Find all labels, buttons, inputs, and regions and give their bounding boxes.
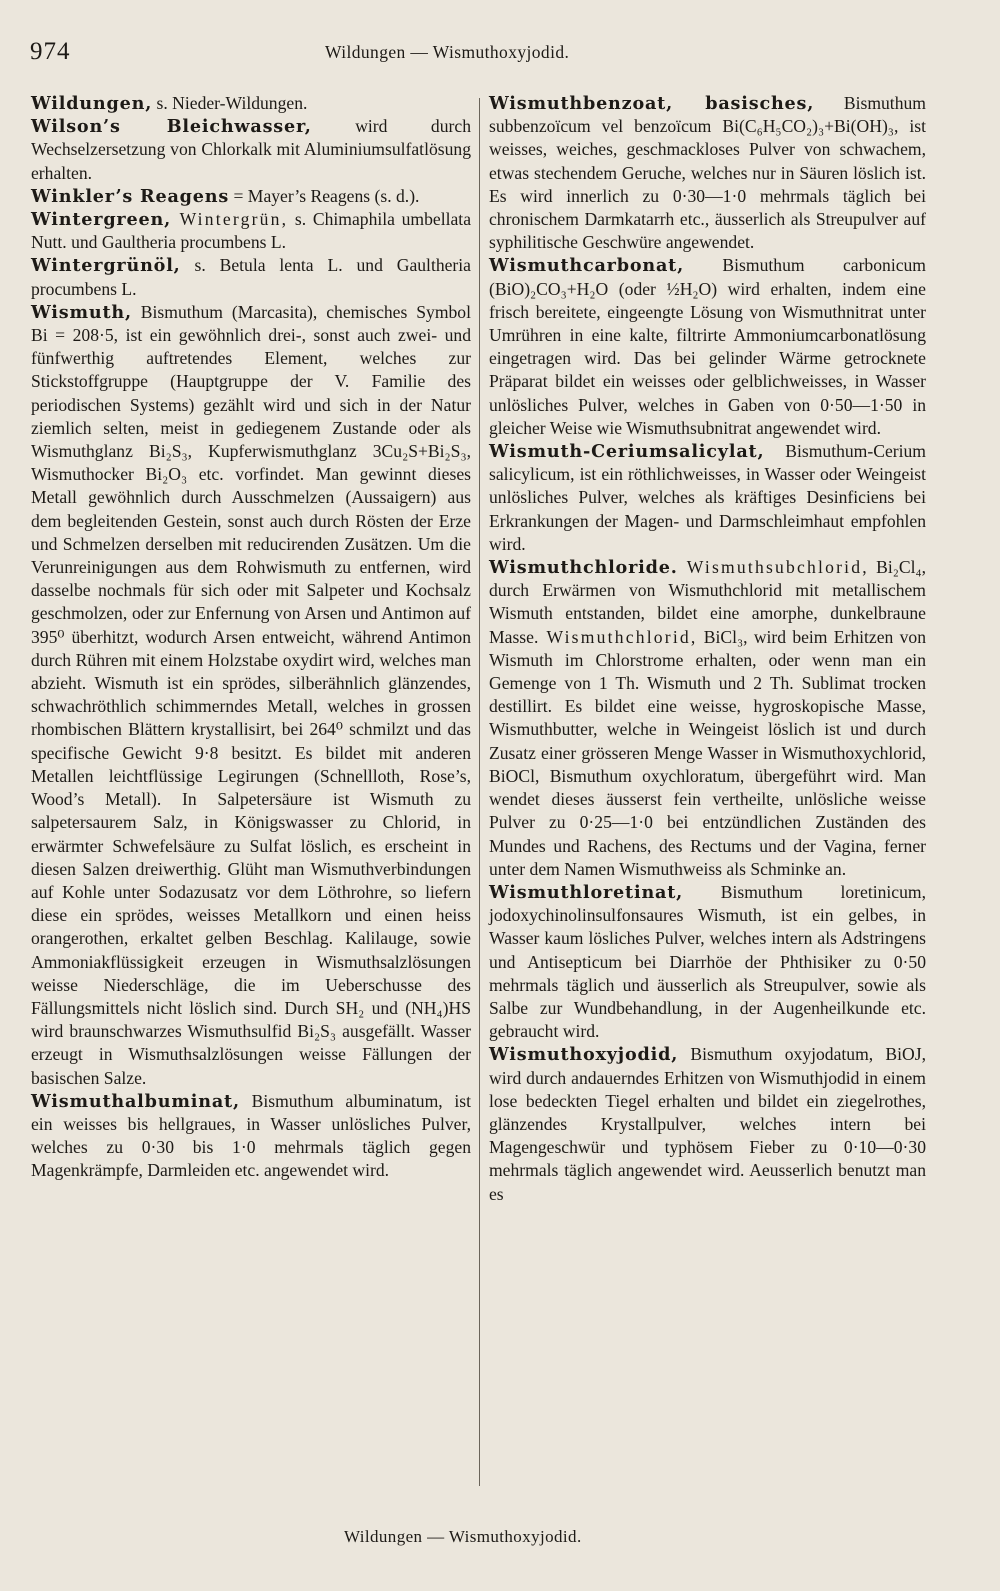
column-divider xyxy=(479,98,480,1486)
entry-text: wird durch Wechselzersetzung von Chlorkalk mit Aluminiumsulfatlösung erhalten. xyxy=(31,116,471,183)
entry-headword: Wintergreen, xyxy=(31,209,171,231)
right-column xyxy=(489,92,926,1206)
left-column xyxy=(31,92,471,1183)
entry-text: Bismuthum carbonicum (BiO)₂CO₃+H₂O (oder ½H₂O) wird erhalten, indem eine frisch bereitete, eingeengte Lösung von Wismuthnitrat unter Umrühren in eine kalte, filtrirte Ammoniumcarbonatlösung eingetragen wird. Das bei gelinder Wärme getrocknete Präparat bildet ein weisses oder gelblichweisses, in Wasser unlösliches Pulver, welches in Gaben von 0·50—1·50 in gleicher Weise wie Wismuthsubnitrat angewendet wird. xyxy=(489,255,926,438)
entry-headword: Wismuthoxyjodid, xyxy=(489,1044,679,1066)
entry-wismuthchloride xyxy=(489,556,926,881)
entry-headword: Wismuthalbuminat, xyxy=(31,1090,240,1112)
entry-text: = Mayer’s Reagens (s. d.). xyxy=(229,185,420,206)
entry-winklers-reagens xyxy=(31,185,471,208)
entry-text: s. Nieder-Wildungen. xyxy=(152,93,308,113)
entry-text: BiCl₃, wird beim Erhitzen von Wismuth im Chlorstrome erhalten, oder wenn man ein Gemenge von 1 Th. Wismuth und 2 Th. Sublimat trocken destillirt. Es bildet eine weisse, hygroskopische Masse, Wismuthbutter, welche in Weingeist löslich ist und durch Zusatz einer grösseren Menge Wasser in Wismuthoxychlorid, BiOCl, Bismuthum oxychloratum, übergeführt wird. Man wendet dieses äusserst fein vertheilte, unlösliche weisse Pulver zu 0·25—1·0 bei entzündlichen Zuständen des Mundes und Rachens, des Rectums und der Vagina, ferner unter dem Namen Wismuthweiss als Schminke an. xyxy=(489,626,926,879)
entry-wismuthloretinat xyxy=(489,881,926,1043)
entry-headword: Wismuthloretinat, xyxy=(489,881,684,903)
entry-headword: Wismuth, xyxy=(31,301,132,323)
entry-headword: Winkler’s Reagens xyxy=(31,185,230,207)
entry-headword: Wintergrünöl, xyxy=(31,255,181,277)
entry-wismuthbenzoat xyxy=(489,92,926,254)
entry-text: Bi₂Cl₄, durch Erwärmen von Wismuthchlorid mit metallischem Wismuth entstanden, bildet eine amorphe, dunkelbraune Masse. xyxy=(489,557,926,647)
entry-text: Bismuthum (Marcasita), chemisches Symbol Bi = 208·5, ist ein gewöhnlich drei-, sonst auch zwei- und fünfwerthig auftretendes Element, welches zur Stickstoffgruppe (Hauptgruppe der V. Familie des periodischen Systems) gezählt wird und sich in der Natur ziemlich selten, meist in gediegenem Zustande oder als Wismuthglanz Bi₂S₃, Kupferwismuthglanz 3Cu₂S+Bi₂S₃, Wismuthocker Bi₂O₃ etc. vorfindet. Man gewinnt dieses Metall gewöhnlich durch Ausschmelzen (Aussaigern) aus dem begleitenden Gestein, sonst auch durch Rösten der Erze und Schmelzen derselben mit reducirenden Zusätzen. Um die Verunreinigungen aus dem Rohwismuth zu entfernen, wird dasselbe nochmals für sich oder mit Salpeter und Kochsalz geschmolzen, oder zur Enfernung von Arsen und Antimon auf 395⁰ überhitzt, wodurch Arsen entweicht, während Antimon durch Rühren mit einem Holzstabe oxydirt wird, welches man abzieht. Wismuth ist ein sprödes, silberähnlich glänzendes, schwachröthlich schimmerndes Metall, welches in grossen rhombischen Blättern krystallisirt, bei 264⁰ schmilzt und das specifische Gewicht 9·8 besitzt. Es bildet mit anderen Metallen leichtflüssige Legirungen (Schnellloth, Rose’s, Wood’s Metall). In Salpetersäure ist Wismuth zu salpetersaurem Salz, in Königswasser zu Chlorid, in erwärmter Schwefelsäure zu Sulfat löslich, es erscheint in diesen Salzen dreiwerthig. Glüht man Wismuthverbindungen auf Kohle unter Sodazusatz vor dem Löthrohre, so liefern diese ein sprödes, weisses Metallkorn und einen heiss orangerothen, erkaltet gelben Beschlag. Kalilauge, sowie Ammoniakflüssigkeit erzeugen in Wismuthsalzlösungen weisse Niederschläge, die im Ueberschusse des Fällungsmittels nicht löslich sind. Durch SH₂ und (NH₄)HS wird braunschwarzes Wismuthsulfid Bi₂S₃ ausgefällt. Wasser erzeugt in Wismuthsalzlösungen weisse Fällungen der basischen Salze. xyxy=(31,301,471,1088)
entry-headword: Wilson’s Bleichwasser, xyxy=(31,116,312,138)
entry-text: Bismuthum albuminatum, ist ein weisses bis hellgraues, in Wasser unlösliches Pulver, welches zu 0·30 bis 1·0 mehrmals täglich gegen Magenkrämpfe, Darmleiden etc. angewendet wird. xyxy=(31,1090,471,1181)
entry-spaced-term: Wismuthsubchlorid, xyxy=(677,557,869,578)
entry-headword: Wismuthcarbonat, xyxy=(489,255,685,277)
entry-text: Bismuthum loretinicum, jodoxychinolinsulfonsaures Wismuth, ist ein gelbes, in Wasser kaum lösliches Pulver, welches intern als Adstringens und Antisepticum bei Diarrhöe der Phthisiker zu 0·50 mehrmals täglich und äusserlich als Streupulver, sowie als Salbe zur Wundbehandlung, in der Augenheilkunde etc. gebraucht wird. xyxy=(489,881,926,1042)
page-footer: Wildungen — Wismuthoxyjodid. xyxy=(344,1527,582,1546)
running-head: Wildungen — Wismuthoxyjodid. xyxy=(325,42,570,62)
entry-headword: Wildungen, xyxy=(31,93,153,114)
entry-wilsons-bleichwasser xyxy=(31,115,471,185)
entry-wildungen xyxy=(31,92,471,115)
page-number: 974 xyxy=(30,38,71,65)
entry-text: s. Betula lenta L. und Gaultheria procumbens L. xyxy=(31,255,471,299)
entry-wintergreen xyxy=(31,208,471,254)
entry-headword: Wismuth-Ceriumsalicylat, xyxy=(489,441,765,463)
entry-wintergruenoel xyxy=(31,254,471,300)
entry-text: Bismuthum oxyjodatum, BiOJ, wird durch andauerndes Erhitzen von Wismuthjodid in einem lose bedeckten Tiegel erhalten und bildet ein ziegelrothes, glänzendes Krystallpulver, welches intern bei Magengeschwür und typhösem Fieber zu 0·10—0·30 mehrmals täglich angewendet wird. Aeusserlich benutzt man es xyxy=(489,1044,926,1204)
entry-text: s. Chimaphila umbellata Nutt. und Gaultheria procumbens L. xyxy=(31,209,472,253)
entry-spaced-term: Wismuthchlorid, xyxy=(538,626,698,647)
entry-wismuthoxyjodid xyxy=(489,1043,926,1205)
entry-text: Bismuthum subbenzoïcum vel benzoïcum Bi(C₆H₅CO₂)₃+Bi(OH)₃, ist weisses, weiches, geschmackloses Pulver von schwachem, etwas stechendem Geruche, welches nur in Säuren löslich ist. Es wird innerlich zu 0·30—1·0 mehrmals täglich bei chronischem Darmkatarrh etc., äusserlich als Streupulver auf syphilitische Geschwüre angewendet. xyxy=(489,93,926,253)
entry-wismuth-ceriumsalicylat xyxy=(489,440,926,556)
entry-spaced-term: Wintergrün, xyxy=(171,209,289,230)
page-header xyxy=(30,38,962,72)
entry-headword: Wismuthbenzoat, basisches, xyxy=(489,93,815,114)
entry-wismuth xyxy=(31,301,471,1090)
entry-text: Bismuthum-Cerium salicylicum, ist ein röthlichweisses, in Wasser oder Weingeist unlösliches Pulver, welches als kräftiges Desinficiens bei Erkrankungen der Magen- und Darmschleimhaut empfohlen wird. xyxy=(489,441,926,554)
entry-wismuthalbuminat xyxy=(31,1090,471,1183)
entry-headword: Wismuthchloride. xyxy=(489,557,678,579)
entry-wismuthcarbonat xyxy=(489,254,926,440)
